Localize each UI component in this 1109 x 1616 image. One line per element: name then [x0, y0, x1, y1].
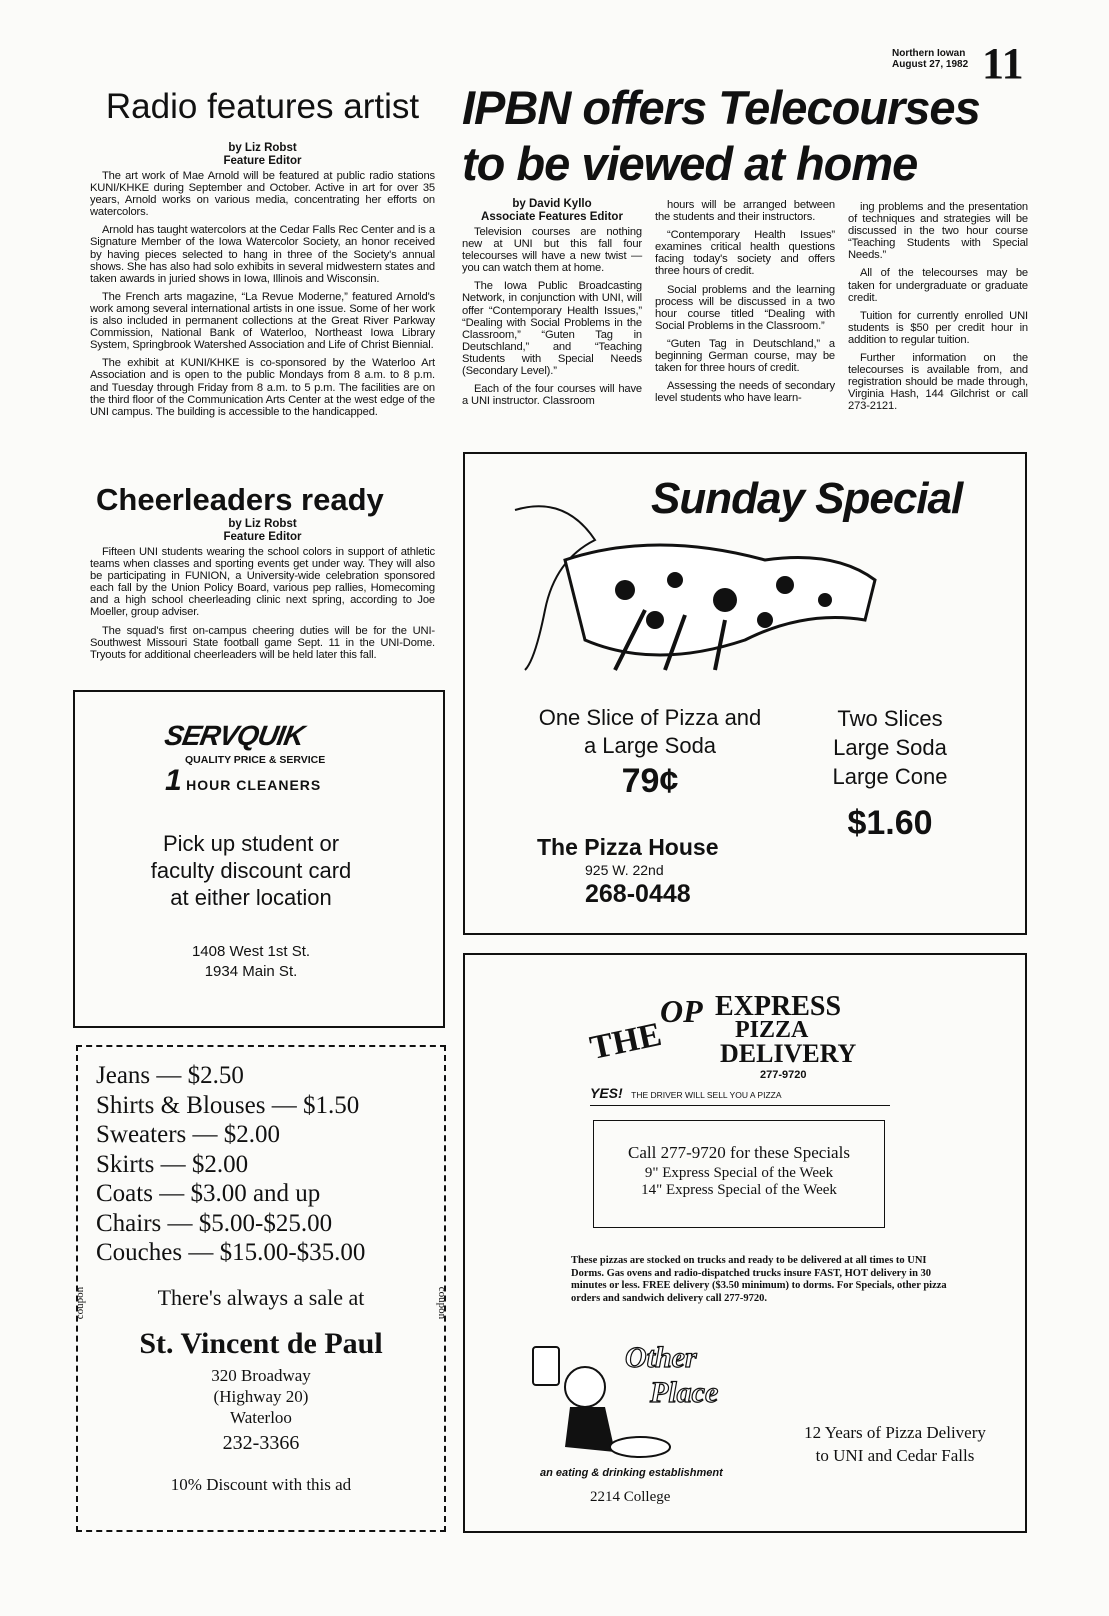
paragraph: “Contemporary Health Issues” examines critical health questions facing today's society and offers three hours of credit.: [655, 229, 835, 278]
offer-two: [795, 704, 985, 791]
offer-one: [505, 704, 795, 760]
paragraph: ing problems and the presentation of techniques and strategies will be discussed in the two hour course “Teaching Students with Special Needs.”: [848, 201, 1028, 262]
specials-box: [593, 1120, 885, 1228]
text-line: to UNI and Cedar Falls: [815, 1446, 975, 1465]
servquik-logo: SERVQUIK: [162, 720, 307, 751]
logo-phone: 277-9720: [760, 1069, 807, 1081]
call-text: Call 277-9720 for these Specials: [628, 1143, 850, 1162]
text-line: Jeans — $2.50: [96, 1062, 244, 1089]
byline: by Liz Robst: [228, 518, 297, 530]
article-body: [90, 170, 435, 418]
ad-title: Sunday Special: [651, 474, 963, 523]
text-line: 1934 Main St.: [204, 963, 298, 980]
masthead: [892, 48, 968, 70]
ipbn-col1: [462, 198, 642, 413]
store-address: [78, 1365, 444, 1428]
text-line: Couches — $15.00-$35.00: [96, 1239, 366, 1266]
servquik-ad: [73, 690, 445, 1028]
byline: by David Kyllo: [512, 198, 592, 210]
paragraph: “Guten Tag in Deutschland,” a beginning German course, may be taken for three hours of credit.: [655, 337, 835, 375]
paragraph: Further information on the telecourses is available from, and registration should be made through, Virginia Hash, 144 Gilchrist or call 273-2121.: [848, 352, 1028, 413]
paragraph: Social problems and the learning process will be discussed in a two hour course titled “Dealing with Social Problems in the Classroom.”: [655, 283, 835, 332]
text-line: One Slice of Pizza and: [538, 705, 762, 730]
article-column: [462, 226, 642, 407]
express-logo: [586, 983, 890, 1083]
text-line: Skirts — $2.00: [96, 1150, 249, 1178]
article-headline: Radio features artist: [105, 87, 420, 126]
other-place-cartoon-icon: [525, 1327, 775, 1467]
byline-role: Feature Editor: [223, 154, 302, 167]
discount-text: 10% Discount with this ad: [170, 1475, 352, 1494]
text-line: 1408 West 1st St.: [191, 943, 311, 960]
text-line: Shirts & Blouses — $1.50: [96, 1091, 360, 1119]
sale-text: There's always a sale at: [157, 1285, 365, 1310]
op-address: 2214 College: [590, 1489, 671, 1505]
byline: by Liz Robst: [228, 142, 297, 154]
hour-text: HOUR CLEANERS: [186, 777, 322, 793]
article-headline: Cheerleaders ready: [96, 482, 384, 517]
page-number: 11: [982, 39, 1024, 88]
text-line: Coats — $3.00 and up: [96, 1180, 321, 1207]
text-line: Sweaters — $2.00: [96, 1121, 280, 1148]
years-text: [785, 1421, 1005, 1467]
driver-line: [590, 1085, 890, 1106]
coupon-label-left: coupon: [74, 1286, 87, 1320]
logo-delivery: DELIVERY: [720, 1039, 857, 1068]
op-tagline: an eating & drinking establishment: [540, 1467, 723, 1479]
price-list: [96, 1061, 365, 1268]
yes-text: YES!: [590, 1085, 623, 1101]
paragraph: Arnold has taught watercolors at the Cedar Falls Rec Center and is a Signature Member of the Iowa Watercolor Society, an honor received by having pieces selected to hang in three of the Society's annual shows. She has also had solo exhibits in several midwestern states and taken awards in juried shows in Iowa, Illinois and Wisconsin.: [90, 224, 435, 285]
paragraph: The art work of Mae Arnold will be featured at public radio stations KUNI/KHKE during September and October. Active in art for over 35 years, Arnold works on various media, concentrating her efforts on watercolors.: [90, 170, 435, 219]
logo-express: EXPRESS: [715, 991, 842, 1022]
shop-name: The Pizza House: [537, 834, 719, 860]
text-line: (Highway 20): [213, 1387, 309, 1406]
paragraph: The Iowa Public Broadcasting Network, in conjunction with UNI, will offer “Contemporary Health Issues,” “Dealing with Social Problems in the Classroom,” “Guten Tag in Deutschland,” and “Teaching Students with Special Needs (Secondary Level).”: [462, 280, 642, 378]
shop-phone: 268-0448: [585, 880, 691, 908]
paragraph: Assessing the needs of secondary level students who have learn-: [655, 380, 835, 405]
ipbn-col2: [655, 199, 835, 410]
paragraph: Television courses are nothing new at UNI but this fall four telecourses will have a new twist — you can watch them at home.: [462, 226, 642, 275]
store-phone: 232-3366: [222, 1432, 300, 1454]
paper-name: Northern Iowan: [892, 48, 966, 59]
hour-number: 1: [165, 764, 182, 797]
headline-line2: to be viewed at home: [462, 137, 918, 190]
store-name: St. Vincent de Paul: [139, 1327, 383, 1360]
logo-op: OP: [660, 993, 703, 1029]
coupon-label-right: coupon: [436, 1286, 449, 1320]
express-pizza-ad: [463, 953, 1027, 1533]
addresses: [75, 942, 427, 982]
paragraph: All of the telecourses may be taken for undergraduate or graduate credit.: [848, 267, 1028, 304]
paragraph: The exhibit at KUNI/KHKE is co-sponsored by the Waterloo Art Association and is open to the public Mondays from 8 a.m. to 8 p.m. and Tuesday through Friday from 8 a.m. to 5 p.m. The facilities are on the third floor of the Communication Arts Center at the west edge of the UNI campus. The building is accessible to the handicapped.: [90, 357, 435, 418]
text-line: a Large Soda: [583, 733, 717, 758]
cheer-article: [90, 482, 435, 667]
text-line: Large Cone: [832, 764, 948, 789]
ipbn-headline: [462, 80, 1022, 192]
text-line: at either location: [170, 885, 332, 910]
paragraph: Fifteen UNI students wearing the school colors in support of athletic teams when classes and sporting events get under way. They will also be participating in FUNION, a University-wide celebration sponsored each fall by the Union Policy Board, various pep rallies, Homecoming and a high school cheerleading clinic next spring, according to Joe Moeller, group adviser.: [90, 546, 435, 619]
pizza-illustration: [505, 490, 895, 680]
text-line: 12 Years of Pizza Delivery: [804, 1423, 986, 1442]
paragraph: hours will be arranged between the students and their instructors.: [655, 199, 835, 224]
paragraph: Tuition for currently enrolled UNI students is $50 per credit hour in addition to regular tuition.: [848, 309, 1028, 346]
text-line: 320 Broadway: [211, 1366, 311, 1385]
text-line: Chairs — $5.00-$25.00: [96, 1209, 333, 1237]
sunday-special-ad: [463, 452, 1027, 935]
special-14: 14" Express Special of the Week: [641, 1182, 837, 1198]
ipbn-col3: [848, 201, 1028, 419]
byline-role: Associate Features Editor: [481, 210, 623, 223]
shop-address: 925 W. 22nd: [585, 862, 664, 878]
price-two: $1.60: [847, 804, 933, 842]
delivery-info: These pizzas are stocked on trucks and ready to be delivered at all times to UNI Dorms. Gas ovens and radio-dispatched trucks insure FAST, HOT delivery in 30 minutes or less. FREE delivery ($3.50 minimum) to dorms. For Specials, other pizza orders and sandwich delivery call 277-9720.: [571, 1255, 947, 1304]
paragraph: The squad's first on-campus cheering duties will be for the UNI-Southwest Missouri State football game Sept. 11 in the UNI-Dome. Tryouts for additional cheerleaders will be held later this fall.: [90, 624, 435, 661]
logo-pizza: PIZZA: [735, 1017, 809, 1043]
pitch: [75, 830, 427, 911]
text-line: Waterloo: [230, 1408, 292, 1427]
st-vincent-coupon[interactable]: [74, 1045, 449, 1532]
other-place-logo: Other: [625, 1341, 697, 1374]
paragraph: Each of the four courses will have a UNI instructor. Classroom: [462, 383, 642, 408]
price-one: 79¢: [621, 762, 679, 800]
byline-role: Feature Editor: [223, 530, 302, 543]
logo-the: THE: [586, 1015, 665, 1068]
paragraph: The French arts magazine, “La Revue Moderne,” featured Arnold's work among several international artists in one issue. Some of her work is also included in permanent collections at the Great River Parkway Commission, National Bank of Waterloo, Northeast Iowa Library System, Springbrook Watershed Association and Life of Christ Biennial.: [90, 290, 435, 352]
headline-line1: IPBN offers Telecourses: [462, 81, 980, 134]
text-line: Large Soda: [833, 735, 947, 760]
text-line: faculty discount card: [150, 858, 352, 883]
svg-text:Place: Place: [650, 1376, 719, 1409]
text-line: Pick up student or: [162, 831, 340, 856]
servquik-tagline: QUALITY PRICE & SERVICE: [185, 754, 326, 766]
article-body: [90, 546, 435, 661]
issue-date: August 27, 1982: [892, 59, 969, 70]
radio-article: [90, 86, 435, 424]
hour-cleaners: [165, 764, 321, 798]
driver-text: THE DRIVER WILL SELL YOU A PIZZA: [631, 1090, 782, 1100]
special-9: 9" Express Special of the Week: [644, 1165, 834, 1181]
text-line: Two Slices: [837, 706, 943, 731]
